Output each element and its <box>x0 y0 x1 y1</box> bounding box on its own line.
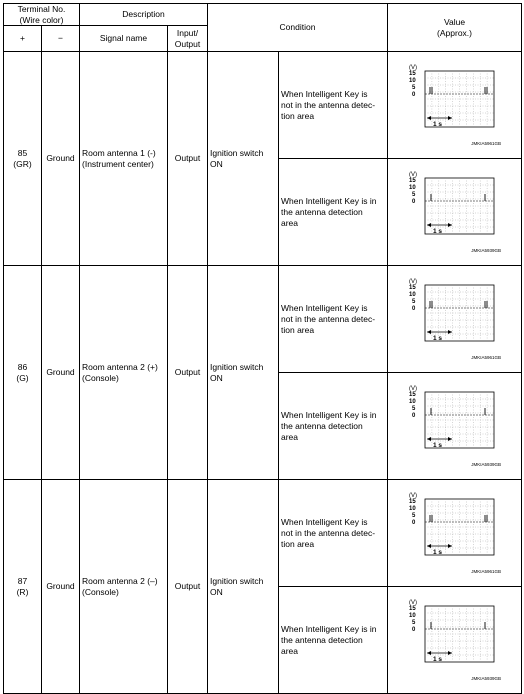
waveform-unit: (V) <box>408 600 417 607</box>
waveform-trace <box>425 622 494 629</box>
waveform-grid <box>425 285 494 341</box>
waveform-trace <box>425 87 494 94</box>
waveform-unit: (V) <box>408 172 417 179</box>
key-condition-cell: When Intelligent Key is not in the antenna detec- tion area <box>279 52 388 159</box>
terminal-number-cell: 86 (G) <box>4 266 42 480</box>
ground-cell: Ground <box>42 480 80 694</box>
waveform-graph <box>409 170 501 254</box>
waveform-tick-0: 0 <box>411 520 415 527</box>
waveform-unit: (V) <box>408 493 417 500</box>
minus-header: − <box>42 26 80 52</box>
time-scale-label: 1 s <box>432 549 442 557</box>
waveform-tick-5: 5 <box>411 299 415 306</box>
figure-code: JMKIA5961GB <box>470 355 501 361</box>
waveform-grid <box>425 606 494 662</box>
input-output-cell: Output <box>168 266 208 480</box>
waveform-tick-5: 5 <box>411 513 415 520</box>
terminal-number-cell: 87 (R) <box>4 480 42 694</box>
terminal-number-cell: 85 (GR) <box>4 52 42 266</box>
waveform-trace <box>425 408 494 415</box>
time-scale-arrow-right <box>448 544 452 548</box>
waveform-graph <box>409 63 501 147</box>
value-header: Value (Approx.) <box>388 4 522 52</box>
waveform-tick-10: 10 <box>408 613 416 620</box>
table-row <box>4 266 522 373</box>
waveform-tick-15: 15 <box>408 178 416 185</box>
waveform-tick-15: 15 <box>408 499 416 506</box>
time-scale-arrow-left <box>427 330 431 334</box>
key-condition-cell: When Intelligent Key is not in the antenna detec- tion area <box>279 266 388 373</box>
waveform-tick-10: 10 <box>408 506 416 513</box>
figure-code: JMKIA5939GB <box>470 248 501 254</box>
waveform-tick-10: 10 <box>408 78 416 85</box>
value-waveform-cell <box>388 373 522 480</box>
time-scale-arrow-left <box>427 223 431 227</box>
table-row <box>4 480 522 587</box>
value-waveform-cell <box>388 52 522 159</box>
waveform-graph <box>409 277 501 361</box>
value-waveform-cell <box>388 587 522 694</box>
condition-header: Condition <box>208 4 388 52</box>
waveform-tick-0: 0 <box>411 627 415 634</box>
time-scale-arrow-right <box>448 651 452 655</box>
waveform-tick-0: 0 <box>411 92 415 99</box>
waveform-graph <box>409 384 501 468</box>
ignition-condition-cell: Ignition switch ON <box>208 480 279 694</box>
time-scale-arrow-left <box>427 544 431 548</box>
terminal-no-header: Terminal No. (Wire color) <box>4 4 80 26</box>
waveform-unit: (V) <box>408 279 417 286</box>
key-condition-cell: When Intelligent Key is not in the antenna detec- tion area <box>279 480 388 587</box>
waveform-unit: (V) <box>408 65 417 72</box>
waveform-grid <box>425 392 494 448</box>
time-scale-arrow-right <box>448 330 452 334</box>
signal-name-header: Signal name <box>80 26 168 52</box>
waveform-trace <box>425 194 494 201</box>
waveform-tick-0: 0 <box>411 306 415 313</box>
input-output-cell: Output <box>168 480 208 694</box>
value-waveform-cell <box>388 480 522 587</box>
time-scale-arrow-right <box>448 223 452 227</box>
waveform-tick-15: 15 <box>408 285 416 292</box>
signal-name-cell: Room antenna 1 (-) (Instrument center) <box>80 52 168 266</box>
waveform-grid <box>425 499 494 555</box>
input-output-cell: Output <box>168 52 208 266</box>
time-scale-arrow-left <box>427 116 431 120</box>
waveform-tick-5: 5 <box>411 192 415 199</box>
waveform-tick-15: 15 <box>408 606 416 613</box>
value-waveform-cell <box>388 266 522 373</box>
terminal-spec-table <box>3 3 522 694</box>
signal-name-cell: Room antenna 2 (–) (Console) <box>80 480 168 694</box>
key-condition-cell: When Intelligent Key is in the antenna detection area <box>279 587 388 694</box>
figure-code: JMKIA5939GB <box>470 676 501 682</box>
figure-code: JMKIA5939GB <box>470 462 501 468</box>
time-scale-label: 1 s <box>432 656 442 664</box>
time-scale-arrow-left <box>427 651 431 655</box>
waveform-unit: (V) <box>408 386 417 393</box>
signal-name-cell: Room antenna 2 (+) (Console) <box>80 266 168 480</box>
time-scale-arrow-right <box>448 437 452 441</box>
waveform-tick-5: 5 <box>411 406 415 413</box>
waveform-tick-10: 10 <box>408 292 416 299</box>
waveform-graph <box>409 598 501 682</box>
time-scale-arrow-right <box>448 116 452 120</box>
figure-code: JMKIA5961GB <box>470 569 501 575</box>
waveform-tick-5: 5 <box>411 85 415 92</box>
waveform-trace <box>425 515 494 522</box>
waveform-graph <box>409 491 501 575</box>
table-row <box>4 52 522 159</box>
key-condition-cell: When Intelligent Key is in the antenna detection area <box>279 373 388 480</box>
waveform-tick-15: 15 <box>408 71 416 78</box>
waveform-tick-10: 10 <box>408 185 416 192</box>
figure-code: JMKIA5961GB <box>470 141 501 147</box>
waveform-tick-10: 10 <box>408 399 416 406</box>
waveform-tick-15: 15 <box>408 392 416 399</box>
waveform-tick-0: 0 <box>411 413 415 420</box>
waveform-grid <box>425 71 494 127</box>
waveform-tick-5: 5 <box>411 620 415 627</box>
value-waveform-cell <box>388 159 522 266</box>
description-header: Description <box>80 4 208 26</box>
waveform-grid <box>425 178 494 234</box>
time-scale-label: 1 s <box>432 442 442 450</box>
ignition-condition-cell: Ignition switch ON <box>208 266 279 480</box>
plus-header: + <box>4 26 42 52</box>
time-scale-arrow-left <box>427 437 431 441</box>
time-scale-label: 1 s <box>432 335 442 343</box>
ground-cell: Ground <box>42 52 80 266</box>
ignition-condition-cell: Ignition switch ON <box>208 52 279 266</box>
input-output-header: Input/ Output <box>168 26 208 52</box>
waveform-tick-0: 0 <box>411 199 415 206</box>
key-condition-cell: When Intelligent Key is in the antenna detection area <box>279 159 388 266</box>
waveform-trace <box>425 301 494 308</box>
ground-cell: Ground <box>42 266 80 480</box>
time-scale-label: 1 s <box>432 121 442 129</box>
time-scale-label: 1 s <box>432 228 442 236</box>
